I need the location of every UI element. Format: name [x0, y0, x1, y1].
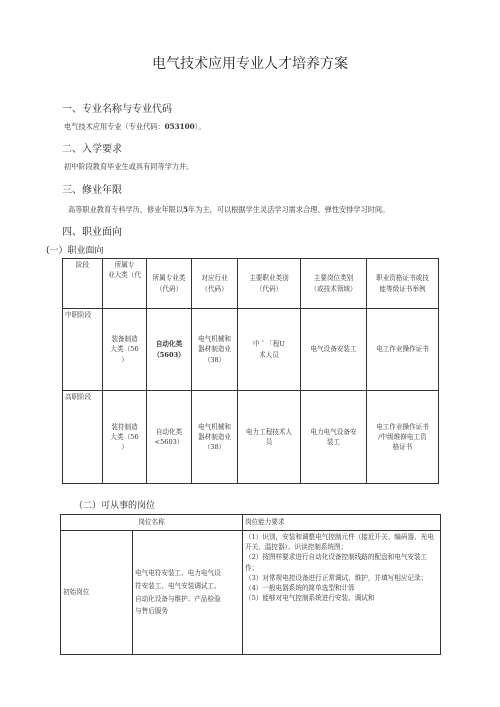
row-class: 自动化类 <5603） [147, 391, 192, 484]
row-post: 电力电气设备安 装工 [301, 391, 367, 484]
occupation-table [62, 258, 439, 484]
header-major-category: 所属专 业大类（代 [103, 259, 147, 309]
row-certificate: 电工作业操作证书 /中级维修电工资 格证书 [367, 391, 439, 484]
major-code: 053100 [164, 122, 195, 131]
header-post: 主要岗位类别 （或技术领域） [301, 259, 367, 309]
row-post-names: 电气电符安装工、电力电气设 符安装工、电气安装调试工、 自动化设备与维护、产品检验 与售后服务 [133, 531, 243, 655]
row-class: 自动化类 （5603） [147, 309, 192, 391]
table-header-row [61, 515, 441, 531]
row-certificate: 电工作业操作证书 [367, 309, 439, 391]
row-label-initial-post: 初始岗位 [61, 531, 133, 655]
header-stage: 阶段 [63, 259, 103, 309]
table-row [61, 531, 441, 655]
header-post-name: 岗位名称 [61, 515, 243, 531]
table-row [63, 391, 439, 484]
row-occupation: 电力工程技术人 员 [238, 391, 301, 484]
row-industry: 电气机械和 器材制造业 （38） [192, 309, 238, 391]
ability-item: （5）能够对电气控制系统进行安装、调试和 [245, 594, 375, 603]
row-stage: 中职阶段 [63, 309, 103, 391]
row-stage: 高职阶段 [63, 391, 103, 484]
section-3-heading: 三、修业年限 [62, 185, 122, 196]
section-3-text: 高等职业教育专科学历，修业年限以5年为主，可以根据学生灵活学习需求合理、弹性安排学习时间。 [68, 205, 390, 214]
section-2-heading: 二、入学要求 [62, 144, 122, 155]
document-title: 电气技术应用专业人才培养方案 [152, 56, 348, 72]
row-major: 装符制造 大类（56 ） [103, 391, 147, 484]
section-4-heading: 四、职业面向 [62, 227, 122, 238]
section-1-text: 电气技术应用专业（专业代码：053100）。 [64, 122, 206, 131]
ability-item: （2）按图样要求进行自动化设备控制线路的配盘和电气安装工作； [245, 553, 428, 572]
ability-item: （3）对常规电控设备进行正常调试、维护，并填写相应记录； [245, 573, 428, 582]
header-industry: 对应行业 （代码） [192, 259, 238, 309]
ability-item: （1）识别，安装和调整电气控制元件（接近开关、编码器、光电开关、温控器）、识读控制系统图； [245, 533, 434, 552]
header-major-class: 所属专业类 （代码） [147, 259, 192, 309]
section-2-text: 初中阶段教育毕业生或具有同等学力并。 [64, 162, 194, 171]
table-header-row [63, 259, 439, 309]
row-major: 装备制造 大类（56 ） [103, 309, 147, 391]
header-certificate: 职业资格证书或技 能等级证书举例 [367, 259, 439, 309]
table-row [63, 309, 439, 391]
row-industry: 电气机械和 器材制造业 （38） [192, 391, 238, 484]
row-abilities [243, 531, 441, 655]
positions-table [60, 514, 441, 655]
subsection-2-heading: （二）可从事的岗位 [74, 501, 156, 511]
row-post: 电气设备安装工 [301, 309, 367, 391]
ability-item: （4）一般电器系统的简单选型和计算 [245, 584, 355, 593]
row-occupation: 中＇「程U 术人员 [238, 309, 301, 391]
header-abilities: 岗位能力要求 [243, 515, 441, 531]
header-occupation: 主要职业类别 （代码） [238, 259, 301, 309]
subsection-1-heading: (一）职业面向 [46, 246, 104, 256]
section-1-heading: 一、专业名称与专业代码 [62, 104, 172, 115]
